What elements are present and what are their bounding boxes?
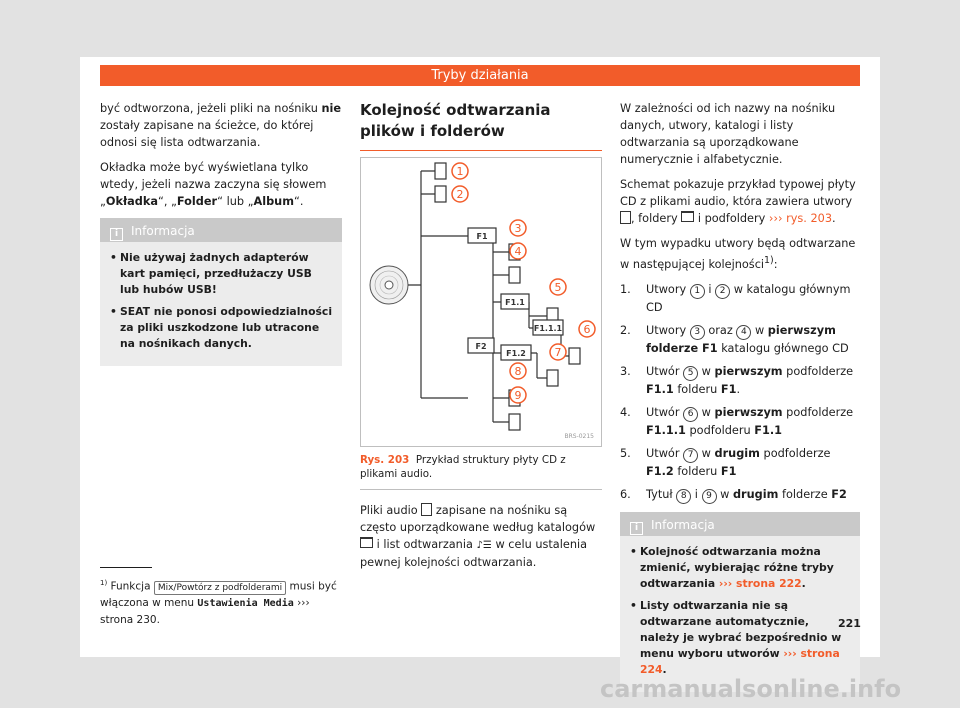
list-item: 3. Utwór 5 w pierwszym podfolderze F1.1 folderu F1.	[620, 364, 854, 396]
cd-tree-diagram	[361, 158, 601, 446]
track-file-icon	[569, 348, 580, 364]
info-item: • SEAT nie ponosi odpowiedzialności za pliki uszkodzone lub utracone na nośnikach danych.	[110, 304, 334, 352]
menu-name: Ustawienia Media	[197, 597, 294, 609]
paragraph: W tym wypadku utwory będą odtwarzane w następującej kolejności$^{1)}$:	[620, 237, 856, 271]
playback-order-list	[620, 281, 860, 504]
paragraph: być odtworzona, jeżeli pliki na nośniku nie zostały zapisane na ścieżce, do której odnosi się lista odtwarzania.	[100, 102, 342, 149]
footnote-divider	[100, 567, 152, 568]
page-number: 221	[838, 617, 861, 630]
footnote: $^{1)}$ Funkcja Mix/Powtórz z podfolderami musi być włączona w menu Ustawienia Media ››› strona 230.	[100, 579, 337, 626]
track-file-icon	[435, 186, 446, 202]
figure-cd-structure	[360, 157, 602, 447]
folder-icon	[360, 537, 373, 548]
audio-file-icon	[421, 503, 432, 516]
track-number: 8	[514, 365, 522, 378]
playlist-icon: ♪☰	[476, 540, 492, 551]
track-number: 3	[514, 222, 522, 235]
track-number: 5	[554, 281, 562, 294]
list-item: 2. Utwory 3 oraz 4 w pierwszym folderze F1 katalogu głównego CD	[620, 323, 849, 355]
figure-link[interactable]: ››› rys. 203	[768, 212, 833, 225]
page-link[interactable]: ››› strona 222	[718, 576, 802, 590]
info-list	[100, 242, 342, 366]
info-icon: i	[110, 228, 123, 241]
column-right	[620, 100, 860, 692]
section-title: Kolejność odtwarzania plików i folderów	[360, 100, 602, 151]
folder-label: F1	[476, 232, 488, 241]
info-item: • Listy odtwarzania nie są odtwarzane automatycznie, należy je wybrać bezpośrednio w menu wyboru utworów ››› strona 224.	[630, 598, 852, 678]
info-header: i Informacja	[620, 514, 860, 536]
figure-reference: BRS-0215	[564, 433, 594, 440]
cd-disc-icon	[370, 266, 408, 304]
list-item: 1. Utwory 1 i 2 w katalogu głównym CD	[620, 282, 851, 314]
folder-label: F1.1	[505, 298, 525, 307]
track-number: 7	[554, 346, 562, 359]
paragraph: Okładka może być wyświetlana tylko wtedy, jeżeli nazwa zaczyna się słowem „Okładka“, „Folder“ lub „Album“.	[100, 161, 327, 208]
info-item: • Kolejność odtwarzania można zmienić, wybierając różne tryby odtwarzania ››› strona 222.	[630, 544, 852, 592]
list-item: 5. Utwór 7 w drugim podfolderze F1.2 folderu F1	[620, 446, 831, 478]
info-header: i Informacja	[100, 220, 342, 242]
track-file-icon	[435, 163, 446, 179]
info-item: • Nie używaj żadnych adapterów kart pamięci, przedłużaczy USB lub hubów USB!	[110, 250, 334, 298]
track-number: 2	[456, 188, 464, 201]
info-box	[620, 512, 860, 692]
track-file-icon	[509, 267, 520, 283]
track-number: 9	[514, 389, 522, 402]
track-number: 6	[583, 323, 591, 336]
audio-file-icon	[620, 211, 631, 224]
paragraph: W zależności od ich nazwy na nośniku danych, utwory, katalogi i listy odtwarzania są uporządkowane numerycznie i alfabetycznie.	[620, 102, 836, 166]
watermark: carmanualsonline.info	[600, 675, 902, 703]
track-file-icon	[547, 370, 558, 386]
info-list	[620, 536, 860, 692]
info-box	[100, 218, 342, 366]
page-link[interactable]: ››› strona 224	[640, 646, 840, 676]
folder-label: F1.1.1	[533, 324, 563, 333]
function-key-label: Mix/Powtórz z podfolderami	[154, 581, 286, 595]
column-left	[100, 100, 342, 366]
page-header: Tryby działania	[100, 65, 860, 86]
info-icon: i	[630, 522, 643, 535]
folder-label: F2	[475, 342, 487, 351]
list-item: 6. Tytuł 8 i 9 w drugim folderze F2	[620, 486, 860, 504]
folder-label: F1.2	[506, 349, 526, 358]
folder-icon	[681, 211, 694, 222]
figure-caption: Rys. 203 Przykład struktury płyty CD z plikami audio.	[360, 453, 602, 490]
list-item: 4. Utwór 6 w pierwszym podfolderze F1.1.1 podfolderu F1.1	[620, 405, 854, 437]
track-file-icon	[509, 414, 520, 430]
paragraph: Schemat pokazuje przykład typowej płyty CD z plikami audio, która zawiera utwory , foldery i podfoldery ››› rys. 203.	[620, 178, 856, 225]
track-number: 4	[514, 245, 522, 258]
track-number: 1	[456, 165, 464, 178]
column-middle	[360, 100, 602, 579]
paragraph: Pliki audio zapisane na nośniku są często uporządkowane według katalogów i list odtwarzania ♪☰ w celu ustalenia pewnej kolejności odtwarzania.	[360, 504, 596, 569]
